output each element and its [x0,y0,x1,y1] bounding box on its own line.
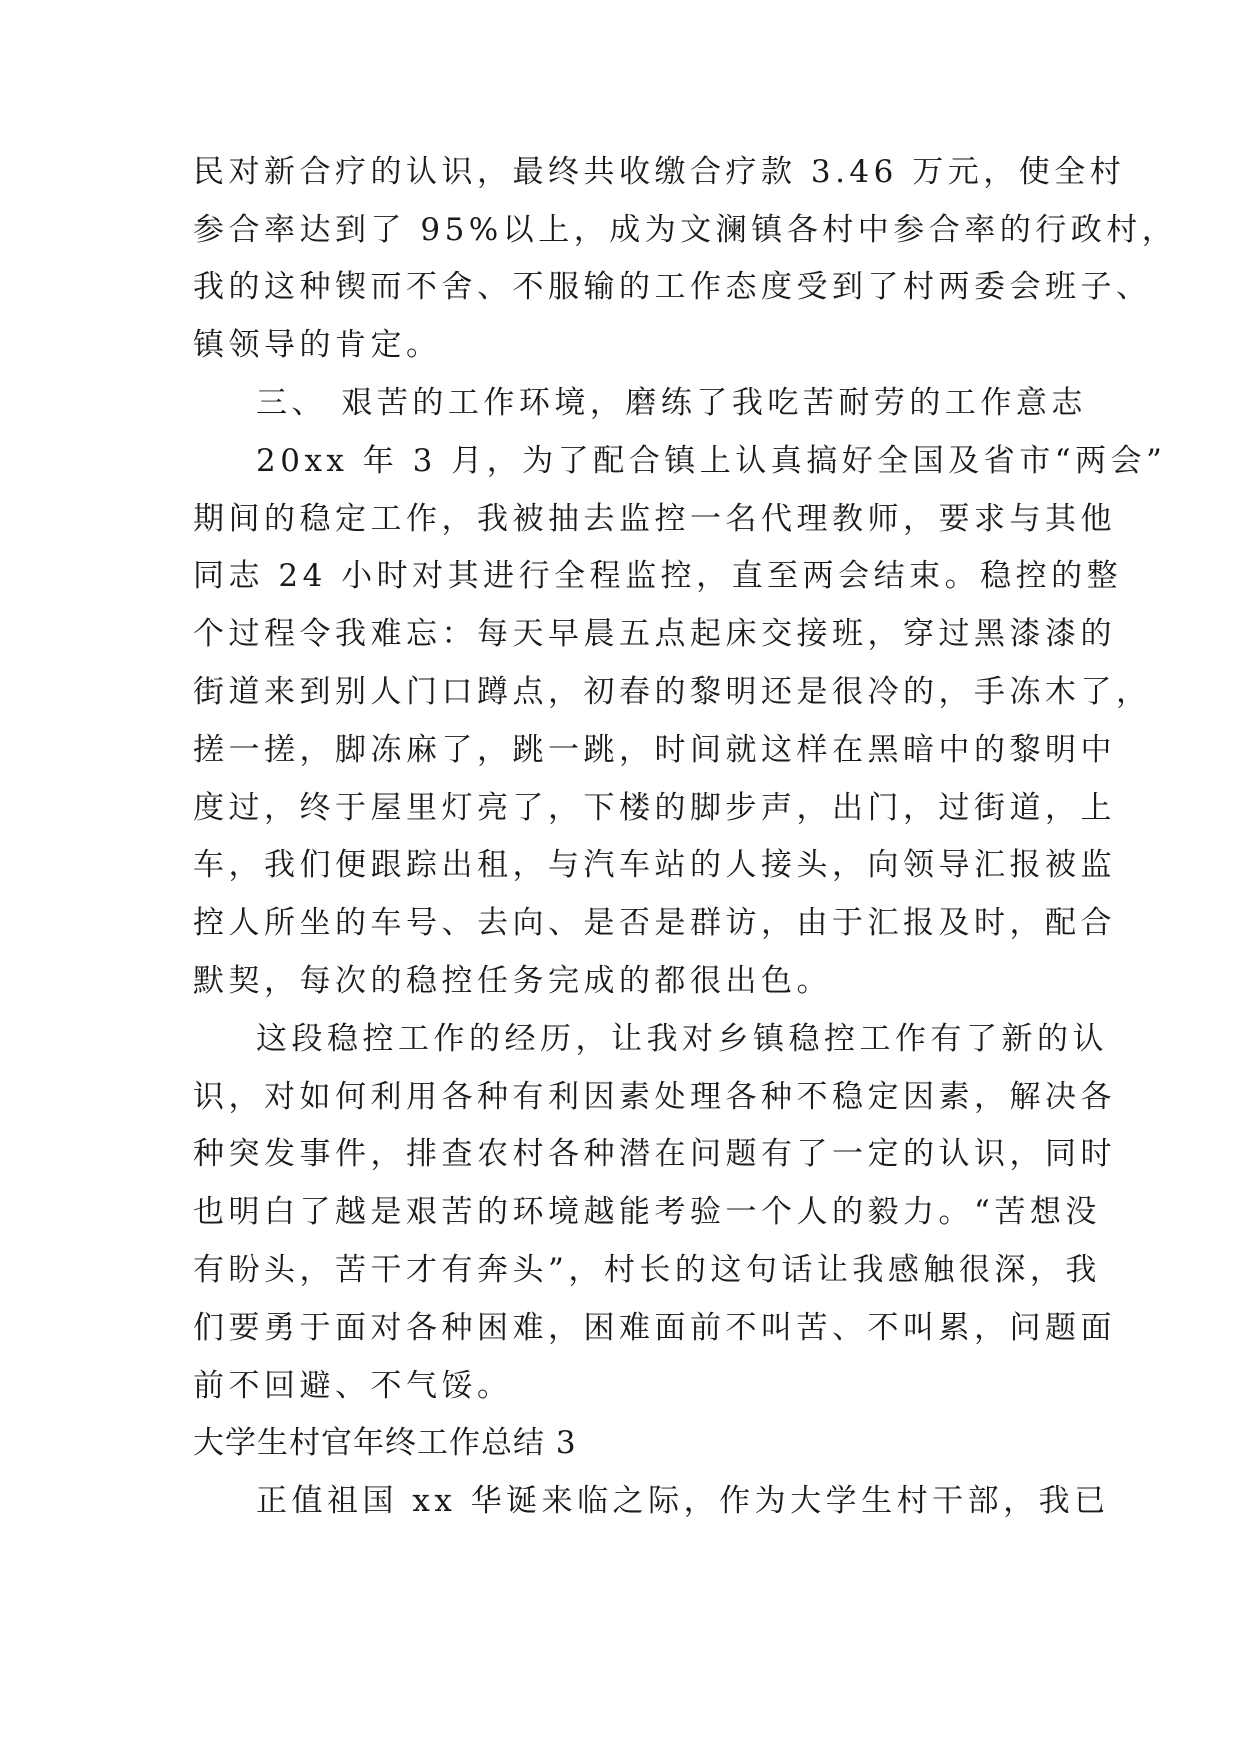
document-title: 大学生村官年终工作总结 3 [193,1425,577,1461]
text-line: 们要勇于面对各种困难，困难面前不叫苦、不叫累，问题面 [193,1310,1116,1346]
text-line: 车，我们便跟踪出租，与汽车站的人接头，向领导汇报被监 [193,847,1116,883]
text-line: 也明白了越是艰苦的环境越能考验一个人的毅力。“苦想没 [193,1194,1101,1230]
section-heading: 三、 艰苦的工作环境，磨练了我吃苦耐劳的工作意志 [256,385,1087,421]
text-line: 镇领导的肯定。 [193,327,442,363]
text-line: 搓一搓，脚冻麻了，跳一跳，时间就这样在黑暗中的黎明中 [193,732,1116,768]
text-line: 参合率达到了 95%以上，成为文澜镇各村中参合率的行政村， [193,212,1178,248]
paragraph-start: 正值祖国 xx 华诞来临之际，作为大学生村干部，我已 [256,1483,1110,1519]
paragraph-start: 这段稳控工作的经历，让我对乡镇稳控工作有了新的认 [256,1021,1108,1057]
text-line: 默契，每次的稳控任务完成的都很出色。 [193,963,832,999]
text-line: 街道来到别人门口蹲点，初春的黎明还是很冷的，手冻木了， [193,674,1152,710]
paragraph-start: 20xx 年 3 月，为了配合镇上认真搞好全国及省市“两会” [256,443,1167,479]
text-line: 控人所坐的车号、去向、是否是群访，由于汇报及时，配合 [193,905,1116,941]
text-line: 度过，终于屋里灯亮了，下楼的脚步声，出门，过街道，上 [193,790,1116,826]
text-line: 期间的稳定工作，我被抽去监控一名代理教师，要求与其他 [193,501,1116,537]
text-line: 我的这种锲而不舍、不服输的工作态度受到了村两委会班子、 [193,269,1152,305]
text-line: 识，对如何利用各种有利因素处理各种不稳定因素，解决各 [193,1079,1116,1115]
text-line: 民对新合疗的认识，最终共收缴合疗款 3.46 万元，使全村 [193,154,1126,190]
text-line: 前不回避、不气馁。 [193,1368,513,1404]
text-line: 种突发事件，排查农村各种潜在问题有了一定的认识，同时 [193,1136,1116,1172]
text-line: 个过程令我难忘：每天早晨五点起床交接班，穿过黑漆漆的 [193,616,1116,652]
text-line: 有盼头，苦干才有奔头”，村长的这句话让我感触很深，我 [193,1252,1101,1288]
text-line: 同志 24 小时对其进行全程监控，直至两会结束。稳控的整 [193,558,1123,594]
